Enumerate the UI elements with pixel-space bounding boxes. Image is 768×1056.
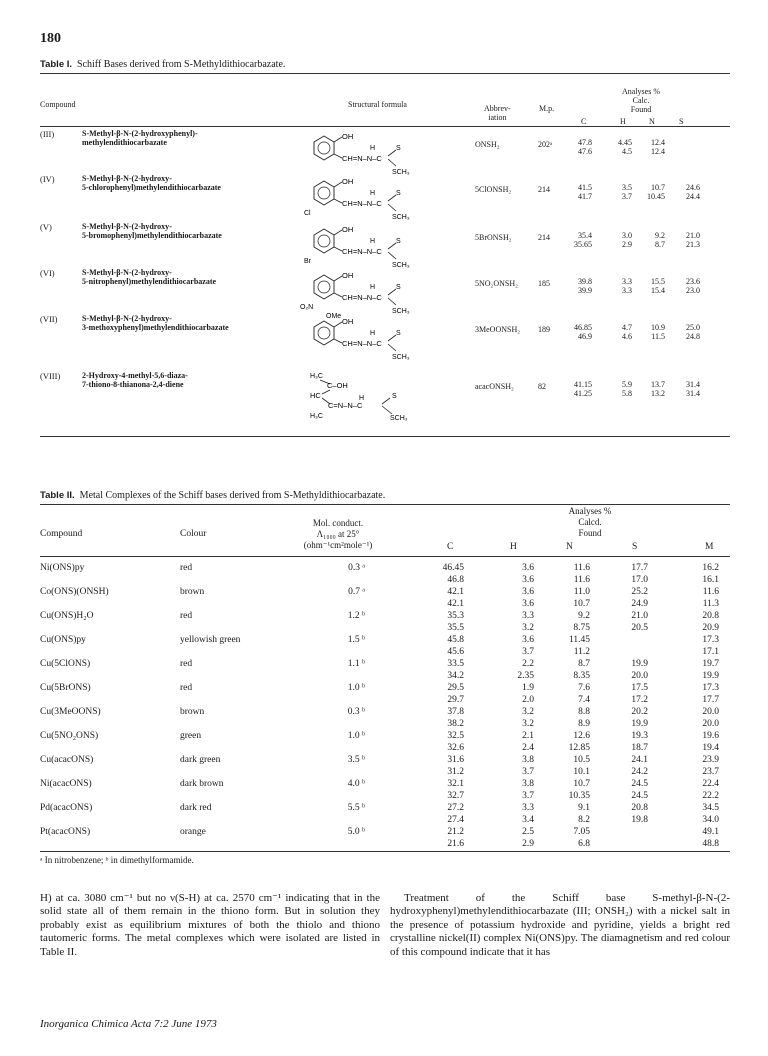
table2-row-compound: Cu(acacONS)	[40, 755, 94, 765]
table1-row-value-h: 5.9 5.8	[622, 380, 632, 398]
table2-header-colour: Colour	[180, 529, 207, 539]
table1-row-value-c: 46.85 46.9	[574, 323, 592, 341]
table1-row-structural-formula	[300, 313, 410, 365]
formula-s: S	[392, 393, 397, 400]
formula-sch3: SCH₃	[392, 214, 410, 221]
table1-row-compound-name: 2-Hydroxy-4-methyl-5,6-diaza- 7-thiono-8-thianona-2,4-diene	[82, 371, 188, 389]
table2-top-rule	[40, 504, 730, 505]
formula-coh: C–OH	[327, 381, 348, 390]
page-number: 180	[40, 31, 61, 46]
table2-row-value-m: 20.8 20.9	[702, 611, 719, 633]
table2-row-compound: Cu(5BrONS)	[40, 683, 91, 693]
table1-row-abbrev: ONSH₂	[475, 140, 500, 149]
table2-row-value-m: 17.3 17.7	[702, 683, 719, 705]
table1-row-compound-name: S-Methyl-β-N-(2-hydroxy- 3-methoxyphenyl)methylendithiocarbazate	[82, 314, 229, 332]
table1-header-h: H	[620, 117, 626, 126]
table2-row-value-s: 24.1 24.2	[631, 755, 648, 777]
table1-row-structural-formula	[300, 267, 410, 319]
table1-header-analyses: Analyses % Calc. Found	[622, 87, 660, 114]
table1-row-mp: 202ᵃ	[538, 140, 553, 149]
table1-top-rule	[40, 73, 730, 74]
benzene-ring	[314, 229, 334, 253]
table1-header-c: C	[581, 117, 587, 126]
table2-row-conductance: 4.0 ᵇ	[347, 779, 365, 789]
table1-row-value-n: 10.7 10.45	[647, 183, 665, 201]
table2-row-value-c: 33.5 34.2	[447, 659, 464, 681]
table2-row-value-s: 25.2 24.9	[631, 587, 648, 609]
table1-row-value-c: 35.4 35.65	[574, 231, 592, 249]
body-right-column: Treatment of the Schiff base S-methyl-β-N-(2-hydroxyphenyl)methylendithiocarbazate (III; ONSH₂) with a nickel salt in the presence of potassium hydroxide and pyridine, yields a bright red crystalline nickel(II) complex Ni(ONS)py. The diamagnetism and red colour of this compound indicate that it has	[390, 892, 730, 958]
table2-row-compound: Cu(3MeOONS)	[40, 707, 101, 717]
table1-row-value-c: 47.8 47.6	[578, 138, 592, 156]
table1-row-abbrev: 3MeOONSH₂	[475, 325, 521, 334]
table2-row-value-m: 20.0 20.0	[702, 707, 719, 729]
table2-row-value-c: 29.5 29.7	[447, 683, 464, 705]
table2-row-value-m: 23.9 23.7	[702, 755, 719, 777]
table1-bottom-rule	[40, 436, 730, 437]
table2-row-value-s: 21.0 20.5	[631, 611, 648, 633]
table1-row-value-h: 4.45 4.5	[618, 138, 632, 156]
table1-row-value-c: 41.5 41.7	[578, 183, 592, 201]
table2-row-value-m: 22.4 22.2	[702, 779, 719, 801]
table2-caption	[40, 490, 385, 501]
table2-row-colour: red	[180, 563, 193, 573]
table2-row-conductance: 5.0 ᵇ	[347, 827, 365, 837]
table2-row-value-n: 7.6 7.4	[578, 683, 590, 705]
table1-row-compound-name: S-Methyl-β-N-(2-hydroxy- 5-chlorophenyl)methylendithiocarbazate	[82, 174, 221, 192]
table2-row-value-m: 34.5 34.0	[702, 803, 719, 825]
formula-h: H	[370, 145, 376, 152]
formula-s: S	[396, 238, 401, 245]
table2-header-n: N	[566, 542, 573, 552]
table1-row-compound-name: S-Methyl-β-N-(2-hydroxy- 5-nitrophenyl)methylendithiocarbazate	[82, 268, 217, 286]
table2-row-value-n: 9.2 8.75	[573, 611, 590, 633]
table2-row-value-m: 49.1 48.8	[702, 827, 719, 849]
table2-row-value-h: 3.3 3.2	[522, 611, 534, 633]
table2-row-value-h: 2.1 2.4	[522, 731, 534, 753]
table1-header-formula: Structural formula	[348, 100, 407, 109]
table2-footnote: ᵃ In nitrobenzene; ᵇ in dimethylformamide.	[40, 855, 194, 865]
table2-row-value-h: 3.8 3.7	[522, 779, 534, 801]
table1-row-mp: 214	[538, 233, 550, 242]
table2-row-value-c: 42.1 42.1	[447, 587, 464, 609]
table2-caption-text: Metal Complexes of the Schiff bases derived from S-Methyldithiocarbazate.	[79, 490, 386, 501]
table2-row-value-h: 3.2 3.2	[522, 707, 534, 729]
table2-row-compound: Co(ONS)(ONSH)	[40, 587, 109, 597]
table1-row-value-h: 3.0 2.9	[622, 231, 632, 249]
formula-oh: OH	[342, 225, 354, 234]
benzene-ring	[314, 181, 334, 205]
table1-row-mp: 82	[538, 382, 546, 391]
table2-row-colour: yellowish green	[180, 635, 241, 645]
table2-row-value-h: 3.3 3.4	[522, 803, 534, 825]
table1-row-value-c: 41.15 41.25	[574, 380, 592, 398]
formula-sch3: SCH₃	[392, 354, 410, 361]
table1-row-value-h: 4.7 4.6	[622, 323, 632, 341]
formula-s: S	[396, 284, 401, 291]
formula-chain: C=N–N–C	[328, 401, 363, 410]
table2-header-m: M	[705, 542, 714, 552]
table1-header-rule	[40, 126, 730, 127]
table2-row-value-c: 32.5 32.6	[447, 731, 464, 753]
table2-row-value-h: 3.6 3.6	[522, 587, 534, 609]
formula-h: H	[370, 330, 376, 337]
table2-row-compound: Cu(ONS)H₂O	[40, 611, 94, 621]
table2-row-value-s: 19.3 18.7	[631, 731, 648, 753]
table1-row-mp: 185	[538, 279, 550, 288]
table2-row-value-c: 35.3 35.5	[447, 611, 464, 633]
body-left-column: H) at ca. 3080 cm⁻¹ but no ν(S-H) at ca. 2570 cm⁻¹ indicating that in the solid state all of them remain in the thiono form. But in solution they probably exist as equilibrium mixtures of both the thiolo and thiono tautomeric forms. The metal complexes which were isolated are listed in Table II.	[40, 892, 380, 958]
table2-row-value-s: 17.5 17.2	[631, 683, 648, 705]
table2-row-value-m: 16.2 16.1	[702, 563, 719, 585]
table2-row-value-s: 20.8 19.8	[631, 803, 648, 825]
table2-row-value-n: 9.1 8.2	[578, 803, 590, 825]
table1-row-value-s: 21.0 21.3	[686, 231, 700, 249]
formula-sch3: SCH₃	[392, 308, 410, 315]
table2-row-conductance: 5.5 ᵇ	[347, 803, 365, 813]
table2-label: Table II.	[40, 490, 75, 501]
formula-h: H	[370, 284, 376, 291]
table1-row-number: (VIII)	[40, 371, 61, 381]
table2-row-colour: red	[180, 659, 193, 669]
table2-row-value-s	[614, 634, 648, 646]
formula-chain: CH=N–N–C	[342, 199, 382, 208]
table1-row-value-n: 10.9 11.5	[651, 323, 665, 341]
table2-header-analyses: Analyses % Calcd. Found	[568, 506, 612, 538]
table1-row-structural-formula	[300, 370, 410, 422]
table2-row-value-n: 7.05 6.8	[573, 827, 590, 849]
table2-row-conductance: 0.7 ᵃ	[348, 587, 365, 597]
table2-row-value-m: 17.3 17.1	[702, 635, 719, 657]
table2-row-colour: red	[180, 611, 193, 621]
table2-row-value-n: 10.7 10.35	[568, 779, 590, 801]
formula-h: H	[370, 238, 376, 245]
table2-row-value-h: 2.5 2.9	[522, 827, 534, 849]
table2-row-compound: Cu(5NO₂ONS)	[40, 731, 99, 741]
table1-row-compound-name: S-Methyl-β-N-(2-hydroxy- 5-bromophenyl)methylendithiocarbazate	[82, 222, 222, 240]
table2-row-compound: Pd(acacONS)	[40, 803, 93, 813]
table2-row-conductance: 1.5 ᵇ	[347, 635, 365, 645]
table2-row-value-c: 32.1 32.7	[447, 779, 464, 801]
table1-row-number: (VII)	[40, 314, 58, 324]
table2-row-value-s	[614, 826, 648, 838]
table2-row-colour: brown	[180, 587, 205, 597]
table2-row-value-n: 8.8 8.9	[578, 707, 590, 729]
table1-row-structural-formula	[300, 221, 410, 273]
table2-row-value-h: 3.8 3.7	[522, 755, 534, 777]
formula-h: H	[359, 395, 365, 402]
table1-row-value-s: 25.0 24.8	[686, 323, 700, 341]
table1-header-n: N	[649, 117, 655, 126]
formula-h: H	[370, 190, 376, 197]
table2-row-value-s: 19.9 20.0	[631, 659, 648, 681]
formula-oh: OH	[342, 132, 354, 141]
table2-row-colour: green	[180, 731, 202, 741]
table2-row-value-n: 11.0 10.7	[573, 587, 590, 609]
table1-header-s: S	[679, 117, 684, 126]
formula-sch3: SCH₃	[392, 169, 410, 176]
table1-row-abbrev: 5BrONSH₂	[475, 233, 512, 242]
table1-row-value-n: 12.4 12.4	[651, 138, 665, 156]
benzene-ring	[314, 275, 334, 299]
table1-row-abbrev: 5NO₂ONSH₂	[475, 279, 518, 288]
table1-row-number: (III)	[40, 129, 55, 139]
table2-header-s: S	[632, 542, 638, 552]
table2-row-value-s: 17.7 17.0	[631, 563, 648, 585]
table1-row-compound-name: S-Methyl-β-N-(2-hydroxyphenyl)- methylendithiocarbazate	[82, 129, 198, 147]
formula-chain: CH=N–N–C	[342, 339, 382, 348]
formula-oh: OH	[342, 177, 354, 186]
table2-row-compound: Ni(ONS)py	[40, 563, 85, 573]
table1-row-value-n: 9.2 8.7	[655, 231, 665, 249]
table2-row-colour: orange	[180, 827, 206, 837]
formula-oh: OH	[342, 271, 354, 280]
table2-row-compound: Cu(ONS)py	[40, 635, 86, 645]
formula-chain: CH=N–N–C	[342, 154, 382, 163]
table2-row-conductance: 1.1 ᵇ	[347, 659, 365, 669]
formula-chain: CH=N–N–C	[342, 247, 382, 256]
table2-row-value-c: 27.2 27.4	[447, 803, 464, 825]
table2-row-colour: red	[180, 683, 193, 693]
table1-row-number: (VI)	[40, 268, 55, 278]
table2-row-conductance: 0.3 ᵇ	[347, 707, 365, 717]
table1-row-structural-formula	[300, 173, 410, 225]
table2-row-compound: Pt(acacONS)	[40, 827, 91, 837]
table1-row-abbrev: acacONSH₂	[475, 382, 514, 391]
table1-row-value-s	[676, 138, 700, 147]
table1-caption-text: Schiff Bases derived from S-Methyldithiocarbazate.	[77, 59, 286, 70]
table2-header-mol-conduct: Mol. conduct. Λ₁₀₀₀ at 25° (ohm⁻¹cm²mole⁻¹)	[303, 518, 373, 550]
table1-row-number: (V)	[40, 222, 52, 232]
table2-row-value-c: 21.2 21.6	[447, 827, 464, 849]
table1-header-abbrev: Abbrev- iation	[484, 104, 511, 122]
table2-row-colour: dark brown	[180, 779, 224, 789]
table2-row-value-h: 3.6 3.7	[522, 635, 534, 657]
table2-row-value-s: 24.5 24.5	[631, 779, 648, 801]
table2-header-h: H	[510, 542, 517, 552]
table2-row-value-c: 46.45 46.8	[442, 563, 464, 585]
table1-row-value-s: 31.4 31.4	[686, 380, 700, 398]
table1-header-mp: M.p.	[539, 104, 555, 113]
table1-caption	[40, 59, 285, 70]
benzene-ring	[314, 136, 334, 160]
formula-sch3: SCH₃	[392, 262, 410, 269]
table1-row-value-n: 13.7 13.2	[651, 380, 665, 398]
table2-header-rule	[40, 556, 730, 557]
table2-row-value-n: 11.45 11.2	[568, 635, 590, 657]
table1-row-value-h: 3.5 3.7	[622, 183, 632, 201]
table1-row-value-s: 23.6 23.0	[686, 277, 700, 295]
table2-row-colour: dark green	[180, 755, 221, 765]
table2-row-colour: dark red	[180, 803, 212, 813]
table1-label: Table I.	[40, 59, 73, 70]
table2-header-c: C	[447, 542, 454, 552]
table2-row-conductance: 1.2 ᵇ	[347, 611, 365, 621]
formula-substituent: Cl	[304, 210, 311, 217]
table2-row-value-c: 45.8 45.6	[447, 635, 464, 657]
table2-row-value-m: 11.6 11.3	[702, 587, 719, 609]
formula-h3c-bottom: H₃C	[310, 413, 323, 420]
table2-row-value-h: 1.9 2.0	[522, 683, 534, 705]
table1-row-value-s: 24.6 24.4	[686, 183, 700, 201]
table2-row-value-s: 20.2 19.9	[631, 707, 648, 729]
table2-row-compound: Cu(5ClONS)	[40, 659, 91, 669]
table2-row-compound: Ni(acacONS)	[40, 779, 92, 789]
formula-substituent: O₂N	[300, 304, 314, 311]
table1-row-mp: 214	[538, 185, 550, 194]
table2-row-colour: brown	[180, 707, 205, 717]
table2-row-conductance: 1.0 ᵇ	[347, 683, 365, 693]
table2-row-value-n: 12.6 12.85	[568, 731, 590, 753]
formula-oh: OH	[342, 317, 354, 326]
table2-row-value-c: 37.8 38.2	[447, 707, 464, 729]
formula-sch3: SCH₃	[390, 415, 408, 422]
formula-ome: OMe	[326, 313, 342, 320]
table1-row-value-n: 15.5 15.4	[651, 277, 665, 295]
formula-h3c-top: H₃C	[310, 373, 323, 380]
table2-row-value-h: 2.2 2.35	[517, 659, 534, 681]
formula-chain: CH=N–N–C	[342, 293, 382, 302]
formula-s: S	[396, 145, 401, 152]
formula-hc: HC	[310, 391, 321, 400]
table2-row-value-c: 31.6 31.2	[447, 755, 464, 777]
table1-row-number: (IV)	[40, 174, 55, 184]
table2-row-value-n: 8.7 8.35	[573, 659, 590, 681]
formula-s: S	[396, 190, 401, 197]
table2-row-value-m: 19.7 19.9	[702, 659, 719, 681]
table2-row-conductance: 3.5 ᵇ	[347, 755, 365, 765]
table1-row-value-h: 3.3 3.3	[622, 277, 632, 295]
benzene-ring	[314, 321, 334, 345]
formula-s: S	[396, 330, 401, 337]
table2-row-value-m: 19.6 19.4	[702, 731, 719, 753]
formula-substituent: Br	[304, 258, 311, 265]
table2-row-conductance: 1.0 ᵇ	[347, 731, 365, 741]
table2-bottom-rule	[40, 851, 730, 852]
table1-row-abbrev: 5ClONSH₂	[475, 185, 512, 194]
table2-row-value-h: 3.6 3.6	[522, 563, 534, 585]
table1-header-compound: Compound	[40, 100, 76, 109]
table2-header-compound: Compound	[40, 529, 83, 539]
table2-row-value-n: 11.6 11.6	[573, 563, 590, 585]
table1-row-mp: 189	[538, 325, 550, 334]
table1-row-value-c: 39.8 39.9	[578, 277, 592, 295]
table2-row-value-n: 10.5 10.1	[573, 755, 590, 777]
table2-row-conductance: 0.3 ᵃ	[348, 563, 365, 573]
journal-footer: Inorganica Chimica Acta 7:2 June 1973	[40, 1018, 217, 1030]
